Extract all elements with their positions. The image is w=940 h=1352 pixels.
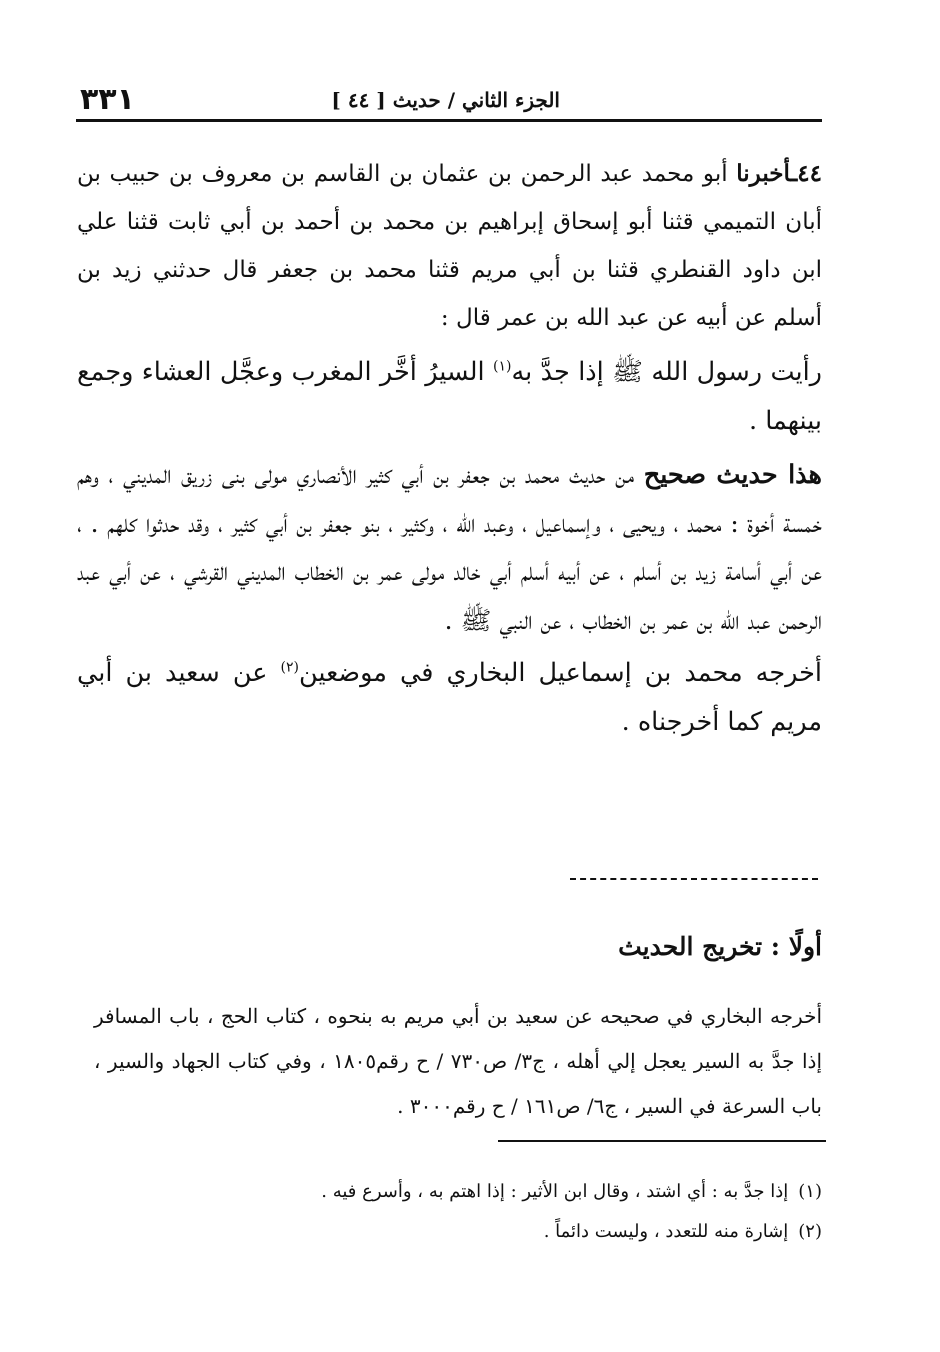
footnote-text: إشارة منه للتعدد ، وليست دائماً .	[543, 1221, 789, 1242]
footnotes	[102, 1172, 822, 1252]
footnote-rule	[498, 1140, 826, 1142]
running-title: الجزء الثاني / حديث [ ٤٤ ]	[331, 88, 560, 112]
isnad-text: أبو محمد عبد الرحمن بن عثمان بن القاسم بن معروف بن حبيب بن أبان التميمي قثنا أبو إسحاق إبراهيم بن محمد بن أحمد بن أبي ثابت قثنا علي ابن داود القنطري قثنا بن أبي مريم قثنا محمد بن جعفر قال حدثني زيد بن أسلم عن أبيه عن عبد الله بن عمر قال :	[77, 161, 822, 331]
footnote-text: إذا جدَّ به : أي اشتد ، وقال ابن الأثير : إذا اهتم به ، وأسرع فيه .	[321, 1181, 789, 1202]
main-text	[77, 150, 822, 746]
dashed-separator	[570, 878, 818, 880]
header-rule	[76, 119, 822, 122]
page-header	[80, 82, 822, 118]
takhrij-paragraph: أخرجه البخاري في صحيحه عن سعيد بن أبي مريم به بنحوه ، كتاب الحج ، باب المسافر إذا جدَّ به السير يعجل إلي أهله ، ج٣/ ص٧٣٠ / ح رقم١٨٠٥ ، وفي كتاب الجهاد والسير ، باب السرعة في السير ، ج٦/ ص١٦١ / ح رقم٣٠٠٠ .	[94, 1004, 823, 1118]
footnote-number: (١)	[798, 1181, 822, 1202]
footnote-number: (٢)	[798, 1221, 822, 1242]
hadith-isnad	[77, 150, 822, 342]
footnote-ref-2[interactable]: (٢)	[280, 659, 300, 676]
takhrij-short-part-2: عن سعيد بن أبي مريم كما أخرجناه .	[77, 658, 822, 737]
matn-part-1: رأيت رسول الله ﷺ إذا جدَّ به	[511, 357, 822, 387]
commentary-lead: هذا حديث صحيح	[643, 460, 822, 490]
section-title: أولًا : تخريج الحديث	[618, 932, 822, 961]
hadith-lead-word: أخبرنا	[736, 160, 791, 187]
hadith-number: ٤٤ـ	[790, 160, 822, 187]
page-number: ٣٣١	[80, 82, 135, 117]
footnote-ref-1[interactable]: (١)	[493, 358, 512, 375]
hadith-matn	[77, 348, 822, 445]
takhrij-short-paragraph	[77, 649, 822, 746]
footnote-2	[102, 1212, 822, 1252]
matn-part-2: السيرُ أخَّر المغرب وعجَّل العشاء وجمع بينهما .	[77, 357, 822, 436]
takhrij-short-part-1: أخرجه محمد بن إسماعيل البخاري في موضعين	[299, 658, 823, 688]
footnote-1	[102, 1172, 822, 1212]
commentary-paragraph	[77, 451, 822, 645]
commentary-text: من حديث محمد بن جعفر بن أبي كثير الأنصاري مولى بنى زريق المديني ، وهم خمسة أخوة : محمد ، ويحيى ، وإسماعيل ، وعبد الله ، وكثير ، بنو جعفر بن أبي كثير ، وقد حدثوا كلهم . ، عن أبي أسامة زيد بن أسلم ، عن أبيه أسلم أبي خالد مولى عمر بن الخطاب المديني القرشي ، عن أبي عبد الرحمن عبد الله بن عمر بن الخطاب ، عن النبي ﷺ .	[77, 460, 822, 636]
